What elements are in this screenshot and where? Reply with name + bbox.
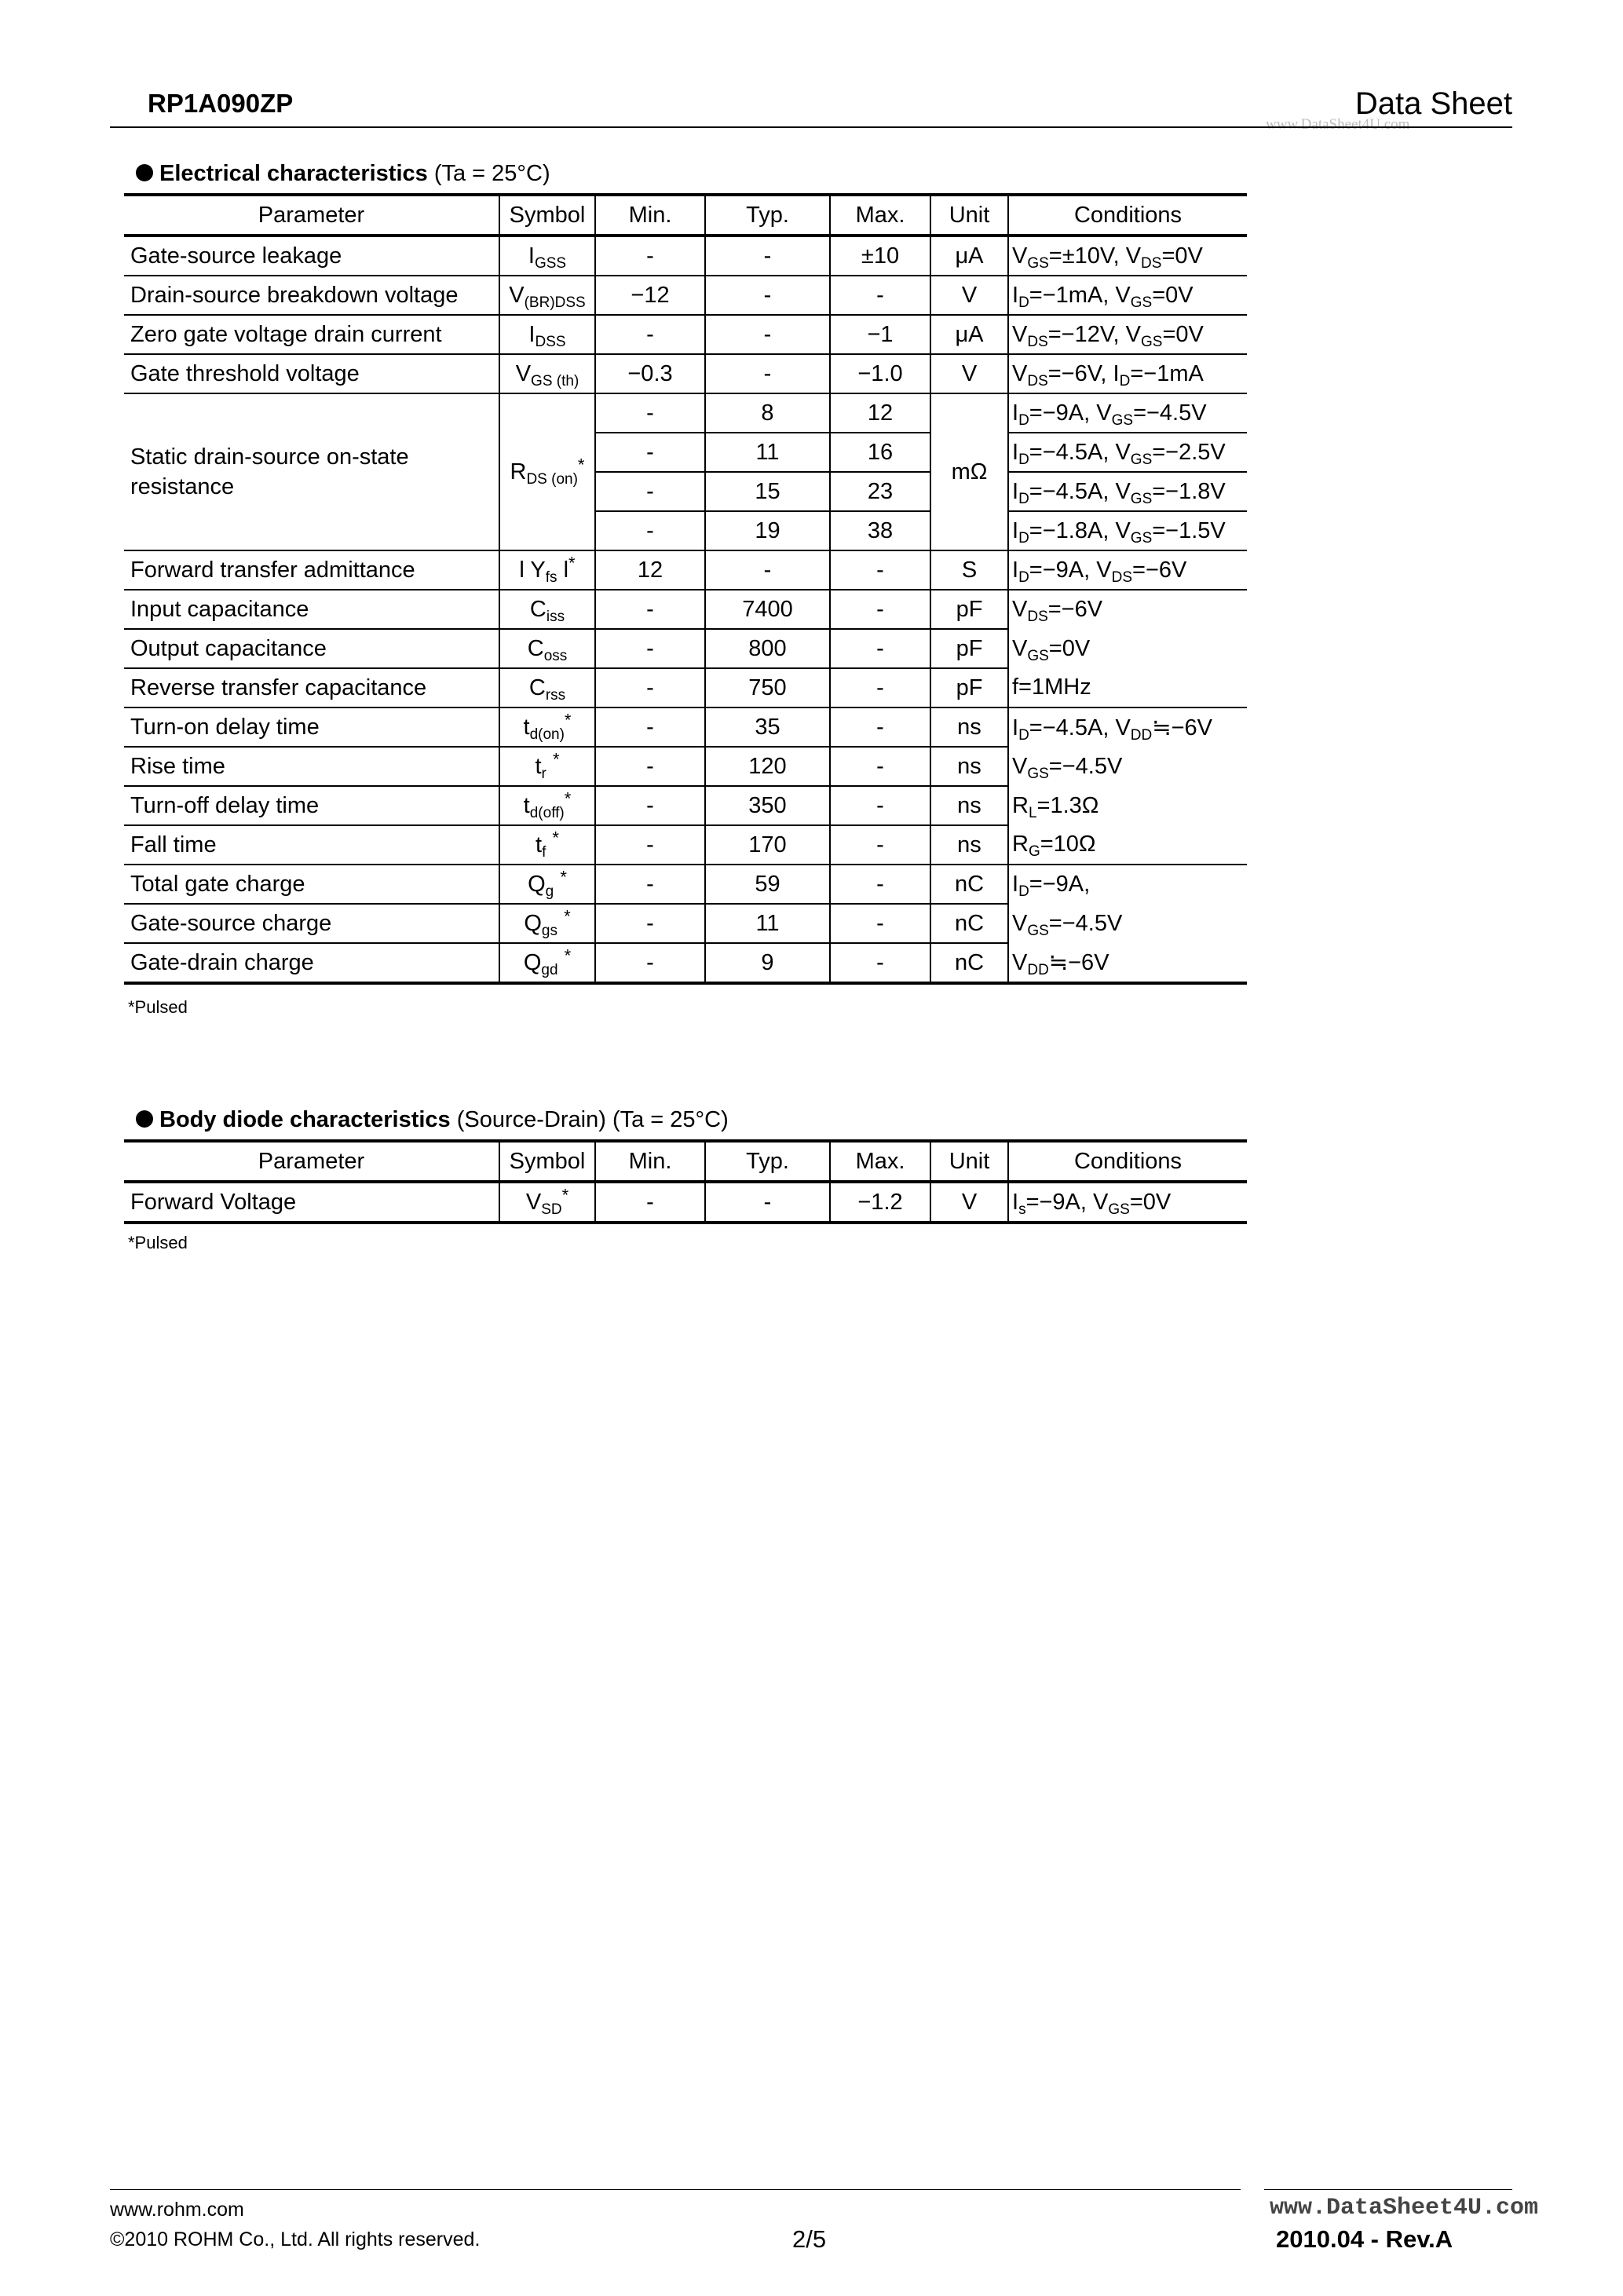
col-header-max: Max. (830, 1141, 930, 1182)
row-max: −1.2 (830, 1182, 930, 1223)
row-min: - (595, 629, 705, 668)
col-header-unit: Unit (930, 195, 1008, 236)
electrical-section-heading (136, 161, 550, 187)
row-min: - (595, 472, 705, 511)
row-typ: 170 (705, 825, 830, 865)
row-symbol: l $Y_{fs}$ l* (499, 550, 595, 590)
electrical-characteristics-table (124, 193, 1247, 985)
table-header-row (124, 195, 1247, 236)
row-min: - (595, 825, 705, 865)
row-unit: ns (930, 825, 1008, 865)
row-max: - (830, 943, 930, 983)
row-parameter: Forward transfer admittance (124, 550, 499, 590)
col-header-min: Min. (595, 1141, 705, 1182)
header-divider (110, 126, 1512, 128)
row-symbol: $Q_{gs}$ * (499, 904, 595, 943)
row-unit: μA (930, 315, 1008, 354)
row-parameter: Gate-drain charge (124, 943, 499, 983)
col-header-conditions: Conditions (1008, 195, 1247, 236)
body-diode-title-condition: (Source-Drain) (Ta = 25°C) (450, 1107, 729, 1132)
row-typ: - (705, 315, 830, 354)
row-max: - (830, 747, 930, 786)
row-parameter: Fall time (124, 825, 499, 865)
row-max: 38 (830, 511, 930, 550)
row-max: - (830, 668, 930, 707)
row-min: - (595, 1182, 705, 1223)
footer-copyright: ©2010 ROHM Co., Ltd. All rights reserved. (110, 2228, 481, 2250)
row-parameter: Zero gate voltage drain current (124, 315, 499, 354)
table-row (124, 943, 1247, 983)
col-header-symbol: Symbol (499, 1141, 595, 1182)
row-symbol: $I_{DSS}$ (499, 315, 595, 354)
body-diode-pulsed-note: *Pulsed (128, 1233, 188, 1252)
row-min: - (595, 865, 705, 904)
row-conditions: $I_D=-4.5A$, $V_{DD}≒-6V$ (1008, 707, 1247, 747)
row-min: - (595, 236, 705, 276)
revision-label: 2010.04 - Rev.A (1276, 2225, 1453, 2253)
row-min: - (595, 707, 705, 747)
row-min: - (595, 433, 705, 472)
row-max: 12 (830, 393, 930, 433)
table-row (124, 276, 1247, 315)
row-max: −1.0 (830, 354, 930, 393)
row-typ: 9 (705, 943, 830, 983)
row-symbol: $C_{iss}$ (499, 590, 595, 629)
row-unit: ns (930, 786, 1008, 825)
row-conditions: f=1MHz (1008, 668, 1247, 707)
row-unit: V (930, 1182, 1008, 1223)
footer-website: www.rohm.com (110, 2199, 244, 2221)
row-max: - (830, 707, 930, 747)
row-parameter: Output capacitance (124, 629, 499, 668)
row-typ: 11 (705, 904, 830, 943)
row-max: - (830, 550, 930, 590)
row-conditions: $I_D=-4.5A$, $V_{GS}=-2.5V$ (1008, 433, 1247, 472)
table-row (124, 1182, 1247, 1223)
table-row (124, 747, 1247, 786)
col-header-conditions: Conditions (1008, 1141, 1247, 1182)
row-unit: S (930, 550, 1008, 590)
row-unit: mΩ (930, 393, 1008, 550)
row-symbol: $C_{rss}$ (499, 668, 595, 707)
row-max: 23 (830, 472, 930, 511)
row-typ: 800 (705, 629, 830, 668)
row-parameter: Reverse transfer capacitance (124, 668, 499, 707)
row-conditions: $I_D=-1mA$, $V_{GS}=0V$ (1008, 276, 1247, 315)
row-unit: nC (930, 943, 1008, 983)
row-conditions: $I_D=-4.5A$, $V_{GS}=-1.8V$ (1008, 472, 1247, 511)
row-conditions: $V_{DS}=-6V$ (1008, 590, 1247, 629)
row-max: - (830, 786, 930, 825)
row-parameter: Turn-off delay time (124, 786, 499, 825)
row-min: - (595, 943, 705, 983)
row-unit: pF (930, 668, 1008, 707)
row-symbol: $t_{d(off)}^*$ (499, 786, 595, 825)
row-min: - (595, 904, 705, 943)
row-parameter: Forward Voltage (124, 1182, 499, 1223)
row-parameter: Total gate charge (124, 865, 499, 904)
table-row (124, 904, 1247, 943)
row-max: - (830, 904, 930, 943)
row-min: - (595, 590, 705, 629)
row-parameter: Gate threshold voltage (124, 354, 499, 393)
body-diode-section-heading (136, 1107, 729, 1133)
row-unit: nC (930, 904, 1008, 943)
bullet-icon (136, 164, 153, 181)
col-header-parameter: Parameter (124, 195, 499, 236)
table-row (124, 590, 1247, 629)
col-header-symbol: Symbol (499, 195, 595, 236)
row-min: - (595, 786, 705, 825)
col-header-parameter: Parameter (124, 1141, 499, 1182)
row-max: −1 (830, 315, 930, 354)
row-typ: 19 (705, 511, 830, 550)
row-conditions: $V_{GS}=-4.5V$ (1008, 747, 1247, 786)
row-typ: 8 (705, 393, 830, 433)
table-row (124, 315, 1247, 354)
table-row (124, 786, 1247, 825)
row-max: - (830, 629, 930, 668)
row-conditions: $V_{GS}=\pm 10V$, $V_{DS}=0V$ (1008, 236, 1247, 276)
row-unit: μA (930, 236, 1008, 276)
row-parameter: Rise time (124, 747, 499, 786)
row-symbol: $t_f$ * (499, 825, 595, 865)
row-typ: - (705, 276, 830, 315)
row-symbol: $t_r$ * (499, 747, 595, 786)
footer-divider (110, 2189, 1241, 2190)
table-header-row (124, 1141, 1247, 1182)
row-min: 12 (595, 550, 705, 590)
row-typ: - (705, 550, 830, 590)
row-conditions: $R_G=10\Omega$ (1008, 825, 1247, 865)
row-typ: 11 (705, 433, 830, 472)
row-max: - (830, 825, 930, 865)
body-diode-table (124, 1139, 1247, 1224)
row-min: - (595, 315, 705, 354)
row-conditions: $V_{GS}=0V$ (1008, 629, 1247, 668)
table-row (124, 825, 1247, 865)
row-conditions: $I_D=-1.8A$, $V_{GS}=-1.5V$ (1008, 511, 1247, 550)
row-unit: ns (930, 747, 1008, 786)
col-header-typ: Typ. (705, 1141, 830, 1182)
col-header-unit: Unit (930, 1141, 1008, 1182)
table-row (124, 393, 1247, 433)
row-unit: pF (930, 629, 1008, 668)
row-symbol: $Q_g$ * (499, 865, 595, 904)
row-conditions: $V_{GS}=-4.5V$ (1008, 904, 1247, 943)
row-parameter: Static drain-source on-state resistance (124, 393, 499, 550)
row-symbol: $C_{oss}$ (499, 629, 595, 668)
table-row (124, 629, 1247, 668)
table-row (124, 354, 1247, 393)
body-diode-title-bold: Body diode characteristics (159, 1107, 451, 1132)
row-conditions: $V_{DS}=-12V$, $V_{GS}=0V$ (1008, 315, 1247, 354)
row-max: ±10 (830, 236, 930, 276)
row-conditions: $I_D=-9A$, $V_{DS}=-6V$ (1008, 550, 1247, 590)
table-row (124, 236, 1247, 276)
row-max: - (830, 276, 930, 315)
row-conditions: $R_L=1.3\Omega$ (1008, 786, 1247, 825)
row-typ: 7400 (705, 590, 830, 629)
electrical-pulsed-note: *Pulsed (128, 997, 188, 1017)
row-min: - (595, 668, 705, 707)
row-typ: 350 (705, 786, 830, 825)
footer-divider-right (1264, 2189, 1512, 2190)
row-conditions: $I_s=-9A$, $V_{GS}=0V$ (1008, 1182, 1247, 1223)
col-header-max: Max. (830, 195, 930, 236)
row-parameter: Gate-source leakage (124, 236, 499, 276)
bullet-icon (136, 1110, 153, 1128)
row-unit: V (930, 276, 1008, 315)
row-symbol: $V_{(BR)DSS}$ (499, 276, 595, 315)
row-conditions: $I_D=-9A$, $V_{GS}=-4.5V$ (1008, 393, 1247, 433)
row-unit: V (930, 354, 1008, 393)
row-typ: 59 (705, 865, 830, 904)
row-conditions: $V_{DD}≒-6V$ (1008, 943, 1247, 983)
row-unit: nC (930, 865, 1008, 904)
row-typ: 35 (705, 707, 830, 747)
electrical-title-condition: (Ta = 25°C) (427, 161, 550, 186)
row-typ: 750 (705, 668, 830, 707)
row-max: - (830, 590, 930, 629)
col-header-typ: Typ. (705, 195, 830, 236)
row-max: - (830, 865, 930, 904)
table-row (124, 707, 1247, 747)
row-unit: ns (930, 707, 1008, 747)
table-row (124, 865, 1247, 904)
row-parameter: Input capacitance (124, 590, 499, 629)
col-header-min: Min. (595, 195, 705, 236)
row-typ: - (705, 236, 830, 276)
row-symbol: $I_{GSS}$ (499, 236, 595, 276)
electrical-title-bold: Electrical characteristics (159, 161, 428, 186)
row-max: 16 (830, 433, 930, 472)
row-min: - (595, 511, 705, 550)
row-min: - (595, 747, 705, 786)
row-typ: 15 (705, 472, 830, 511)
row-typ: - (705, 1182, 830, 1223)
row-symbol: $V_{GS (th)}$ (499, 354, 595, 393)
row-symbol: $V_{SD}^*$ (499, 1182, 595, 1223)
watermark-bottom: www.DataSheet4U.com (1270, 2195, 1539, 2221)
row-conditions: $I_D=-9A$, (1008, 865, 1247, 904)
doc-type-label: Data Sheet (1354, 86, 1512, 121)
watermark-top: www.DataSheet4U.com (1266, 116, 1410, 133)
row-conditions: $V_{DS}=-6V$, $I_D=-1mA$ (1008, 354, 1247, 393)
row-min: −0.3 (595, 354, 705, 393)
table-row (124, 550, 1247, 590)
row-min: - (595, 393, 705, 433)
row-parameter: Gate-source charge (124, 904, 499, 943)
row-typ: 120 (705, 747, 830, 786)
row-parameter: Drain-source breakdown voltage (124, 276, 499, 315)
row-symbol: $t_{d(on)}^*$ (499, 707, 595, 747)
row-parameter: Turn-on delay time (124, 707, 499, 747)
table-row (124, 668, 1247, 707)
row-typ: - (705, 354, 830, 393)
row-symbol: $R_{DS (on)}^*$ (499, 393, 595, 550)
page-number: 2/5 (792, 2225, 827, 2253)
part-number-title: RP1A090ZP (148, 89, 294, 118)
row-symbol: $Q_{gd}$ * (499, 943, 595, 983)
row-unit: pF (930, 590, 1008, 629)
row-min: −12 (595, 276, 705, 315)
